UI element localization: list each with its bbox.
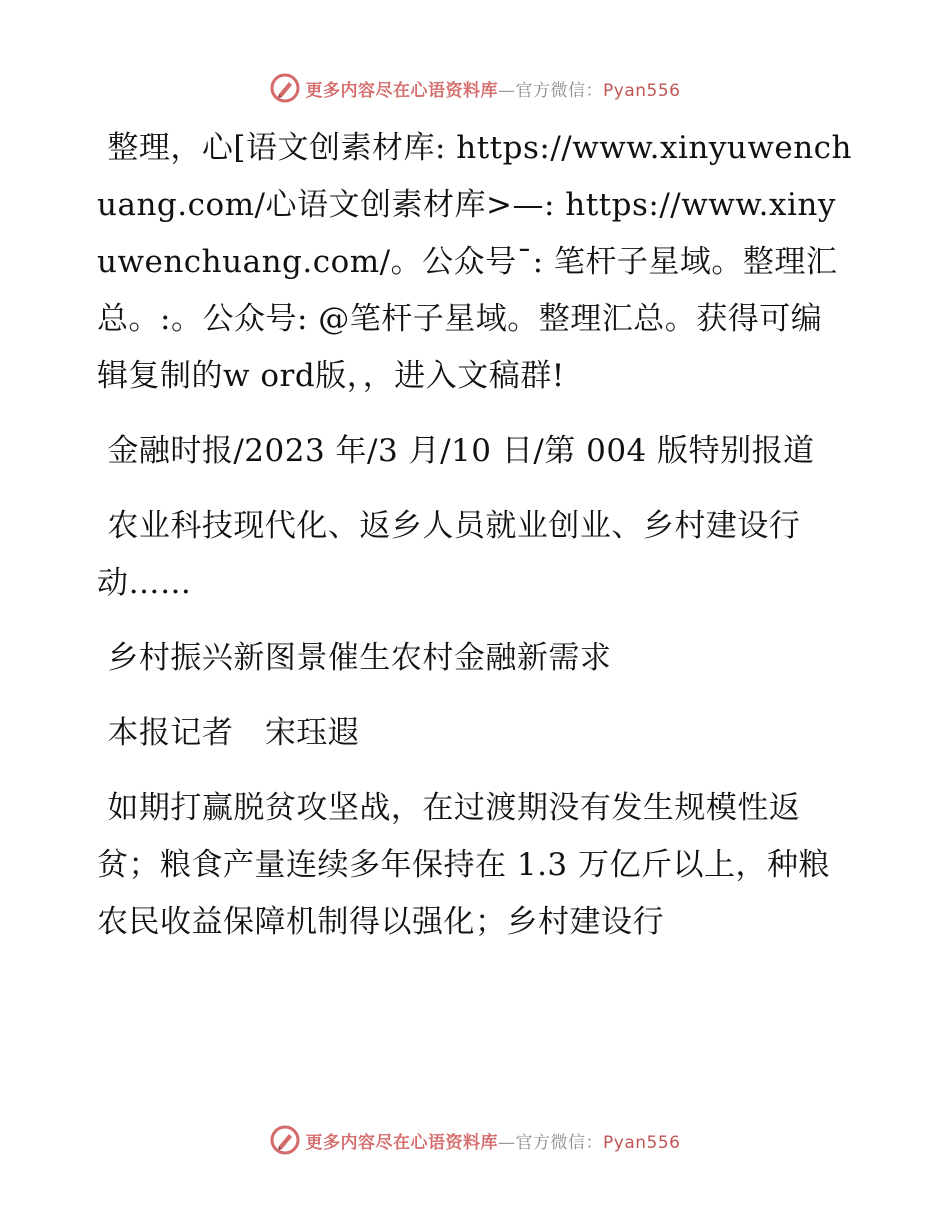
paragraph-byline: 本报记者 宋珏遐: [97, 715, 360, 751]
paragraph-dateline: 金融时报/2023 年/3 月/10 日/第 004 版特别报道: [97, 433, 815, 469]
header-watermark-banner: [0, 68, 950, 108]
banner-cn-text: 更多内容尽在心语资料库: [305, 80, 499, 101]
banner-wechat-id: Pyan556: [603, 1132, 681, 1153]
paragraph-headline: 乡村振兴新图景催生农村金融新需求: [97, 640, 612, 676]
footer-watermark-banner: [0, 1120, 950, 1160]
paragraph-subtitle: 农业科技现代化、返乡人员就业创业、乡村建设行动……: [97, 508, 801, 601]
banner-wechat-id: Pyan556: [603, 80, 681, 101]
banner-text: [306, 1128, 681, 1153]
banner-dash: —: [498, 80, 516, 101]
pen-logo-icon: [270, 73, 300, 103]
banner-cn-text: 更多内容尽在心语资料库: [305, 1132, 499, 1153]
paragraph-source-notice: 整理，心[语文创素材库: https://www.xinyuwenchuang.com/心语文创素材库>—: https://www.xinyuwenchuang.com/。公众号¯: 笔杆子星域。整理汇总。:。公众号: @笔杆子星域。整理汇总。获得可编辑复制的w ord版，，进入文稿群!: [97, 130, 853, 394]
banner-label: 官方微信：: [515, 1132, 604, 1153]
paragraph-body: 如期打赢脱贫攻坚战，在过渡期没有发生规模性返贫；粮食产量连续多年保持在 1.3 万亿斤以上，种粮农民收益保障机制得以强化；乡村建设行: [97, 790, 831, 940]
banner-label: 官方微信：: [515, 80, 604, 101]
document-body: [97, 120, 853, 969]
pen-logo-icon: [270, 1125, 300, 1155]
banner-dash: —: [498, 1132, 516, 1153]
banner-text: [306, 76, 681, 101]
